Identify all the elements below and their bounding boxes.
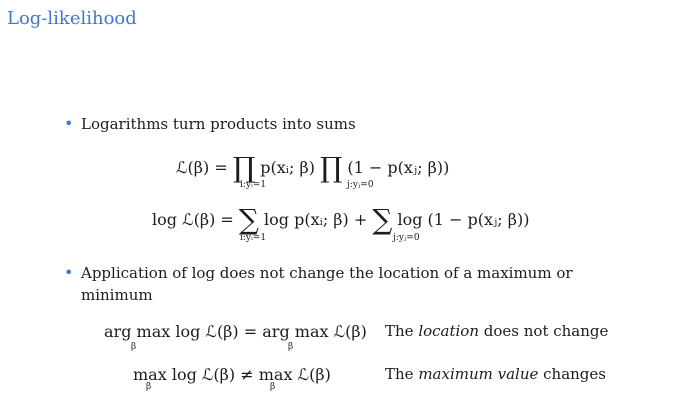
bullet-dot-icon: • bbox=[64, 114, 74, 133]
note-maximum-value: The maximum value changes bbox=[385, 365, 606, 383]
equation-max: max log ℒ(β) ≠ max ℒ(β) bbox=[133, 365, 331, 384]
eq4-subB: β bbox=[270, 382, 276, 392]
eq2-term1: log p(xᵢ; β) + bbox=[264, 210, 368, 229]
eq1-term2: (1 − p(xⱼ; β)) bbox=[347, 158, 450, 177]
eq2-sub2: j:yⱼ=0 bbox=[393, 233, 420, 243]
bullet-dot-icon: • bbox=[64, 263, 74, 282]
eq3-subA: β bbox=[131, 342, 137, 352]
slide-title: Log-likelihood bbox=[7, 8, 137, 29]
bullet-2-text-line1: Application of log does not change the location of a maximum or bbox=[81, 264, 573, 282]
eq4-subA: β bbox=[146, 382, 152, 392]
equation-likelihood bbox=[176, 150, 450, 184]
eq2-term2: log (1 − p(xⱼ; β)) bbox=[397, 210, 530, 229]
eq1-sub1: i:yᵢ=1 bbox=[240, 180, 267, 190]
eq2-lhs: log ℒ(β) = bbox=[152, 210, 234, 229]
eq3-subB: β bbox=[288, 342, 294, 352]
eq1-lhs: ℒ(β) = bbox=[176, 158, 228, 177]
sum-icon: ∑ bbox=[238, 203, 259, 236]
equation-argmax: arg max log ℒ(β) = arg max ℒ(β) bbox=[104, 322, 367, 341]
bullet-1-text: Logarithms turn products into sums bbox=[81, 115, 356, 133]
bullet-2-text-line2: minimum bbox=[81, 286, 153, 304]
note-location: The location does not change bbox=[385, 322, 609, 340]
product-icon: ∏ bbox=[232, 151, 256, 184]
equation-log-likelihood bbox=[152, 202, 530, 236]
eq2-sub1: i:yᵢ=1 bbox=[240, 233, 267, 243]
eq1-term1: p(xᵢ; β) bbox=[260, 158, 315, 177]
eq1-sub2: j:yⱼ=0 bbox=[347, 180, 374, 190]
product-icon: ∏ bbox=[320, 151, 343, 184]
sum-icon: ∑ bbox=[372, 203, 393, 236]
